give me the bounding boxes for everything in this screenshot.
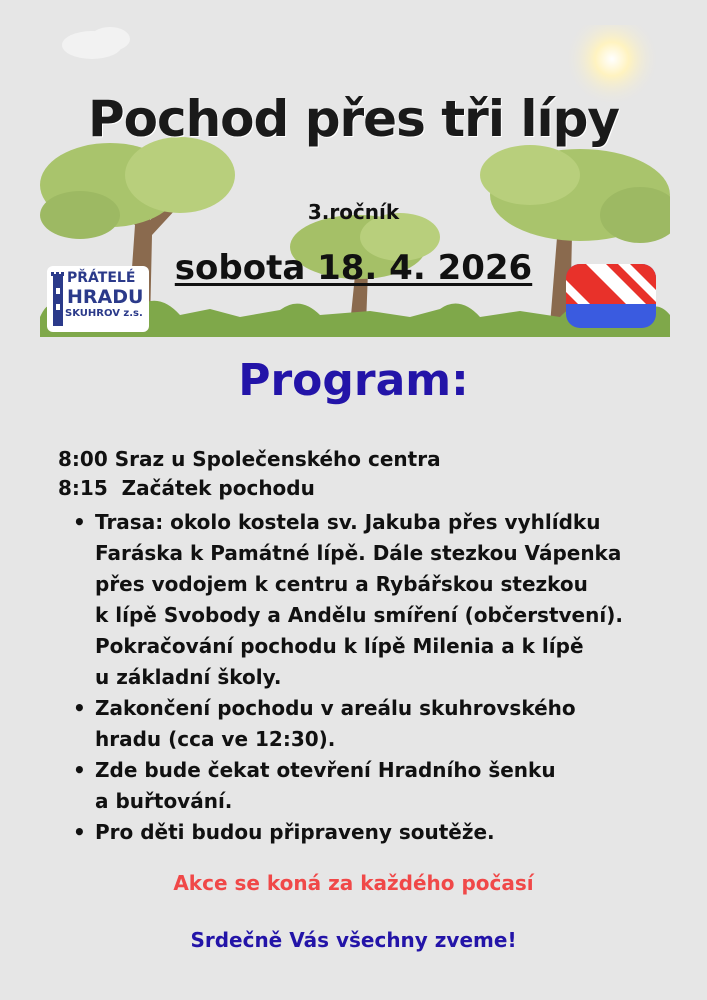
bullet-icon: • [73, 510, 86, 534]
bullet-line: u základní školy. [95, 665, 282, 689]
bullet-line: Pokračování pochodu k lípě Milenia a k lípě [95, 634, 584, 658]
logo-line-1: PŘÁTELÉ [67, 270, 136, 286]
bullet-line: a buřtování. [95, 789, 233, 813]
program-bullets [58, 507, 678, 848]
program-heading: Program: [238, 355, 469, 406]
bullet-line: k lípě Svobody a Andělu smíření (občerstvení). [95, 603, 623, 627]
event-date: sobota 18. 4. 2026 [174, 248, 533, 288]
bullet-line: Faráska k Památné lípě. Dále stezkou Vápenka [95, 541, 622, 565]
schedule-row: 8:15 Začátek pochodu [58, 476, 315, 500]
list-item [58, 693, 678, 755]
program-schedule [58, 445, 678, 848]
bullet-line: přes vodojem k centru a Rybářskou stezkou [95, 572, 588, 596]
list-item [58, 507, 678, 693]
bullet-icon: • [73, 696, 86, 720]
bullet-icon: • [73, 758, 86, 782]
bullet-line: Zde bude čekat otevření Hradního šenku [95, 758, 556, 782]
schedule-row: 8:00 Sraz u Společenského centra [58, 447, 441, 471]
edition-label: 3.ročník [307, 200, 400, 224]
bullet-line: Trasa: okolo kostela sv. Jakuba přes vyhlídku [95, 510, 601, 534]
cloud-icon [62, 27, 130, 59]
list-item [58, 817, 678, 848]
bullet-line: Pro děti budou připraveny soutěže. [95, 820, 495, 844]
list-item [58, 755, 678, 817]
logo-line-3: SKUHROV z.s. [65, 308, 143, 319]
bullet-line: hradu (cca ve 12:30). [95, 727, 336, 751]
weather-notice: Akce se koná za každého počasí [173, 871, 534, 895]
bullet-line: Zakončení pochodu v areálu skuhrovského [95, 696, 576, 720]
bullet-icon: • [73, 820, 86, 844]
pratele-hradu-logo [47, 266, 149, 332]
skuhrov-flag-icon [566, 264, 656, 328]
logo-line-2: HRADU [67, 286, 144, 308]
event-title: Pochod přes tři lípy [87, 90, 620, 148]
invitation-text: Srdečně Vás všechny zveme! [190, 928, 517, 952]
